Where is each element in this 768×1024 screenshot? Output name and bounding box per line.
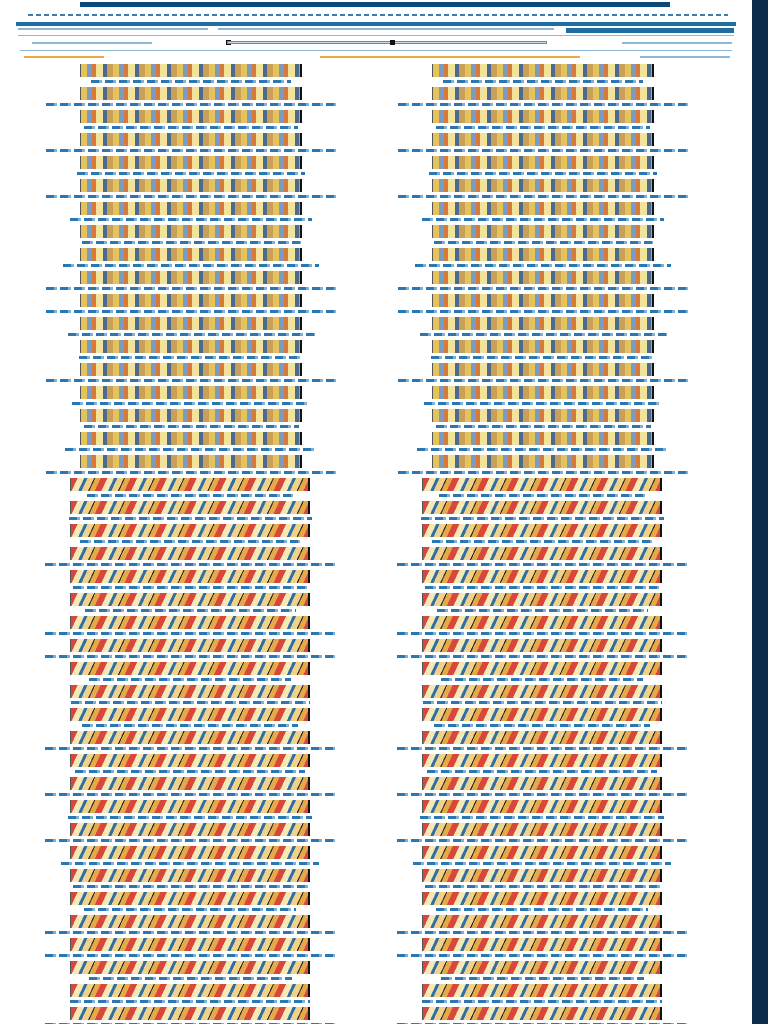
result-card[interactable] <box>410 524 710 547</box>
result-thumbnail[interactable] <box>70 501 310 514</box>
result-card[interactable] <box>410 87 710 110</box>
result-thumbnail[interactable] <box>422 616 662 629</box>
result-card[interactable] <box>50 892 350 915</box>
result-caption[interactable] <box>45 563 335 566</box>
result-caption[interactable] <box>71 701 310 704</box>
result-card[interactable] <box>50 547 350 570</box>
result-thumbnail[interactable] <box>422 685 662 698</box>
result-thumbnail[interactable] <box>80 248 302 261</box>
result-card[interactable] <box>50 225 350 248</box>
result-thumbnail[interactable] <box>70 547 310 560</box>
result-card[interactable] <box>410 248 710 271</box>
result-caption[interactable] <box>89 678 291 681</box>
result-card[interactable] <box>410 294 710 317</box>
filter-chip-middle[interactable] <box>320 56 580 58</box>
result-card[interactable] <box>50 616 350 639</box>
result-thumbnail[interactable] <box>422 823 662 836</box>
result-thumbnail[interactable] <box>80 110 302 123</box>
result-card[interactable] <box>410 754 710 777</box>
search-input[interactable] <box>227 41 547 44</box>
result-card[interactable] <box>410 800 710 823</box>
result-caption[interactable] <box>397 954 687 957</box>
result-caption[interactable] <box>398 379 688 382</box>
filter-chip-left[interactable] <box>24 56 104 58</box>
result-thumbnail[interactable] <box>70 524 310 537</box>
result-card[interactable] <box>50 961 350 984</box>
result-caption[interactable] <box>397 793 687 796</box>
result-caption[interactable] <box>77 172 305 175</box>
result-card[interactable] <box>410 133 710 156</box>
result-caption[interactable] <box>398 195 688 198</box>
result-thumbnail[interactable] <box>432 409 654 422</box>
result-card[interactable] <box>50 823 350 846</box>
result-card[interactable] <box>410 225 710 248</box>
result-caption[interactable] <box>398 471 688 474</box>
result-card[interactable] <box>50 202 350 225</box>
result-thumbnail[interactable] <box>80 87 302 100</box>
result-caption[interactable] <box>45 954 335 957</box>
main-nav-bar[interactable] <box>16 22 736 26</box>
result-card[interactable] <box>50 432 350 455</box>
result-thumbnail[interactable] <box>432 455 654 468</box>
result-caption[interactable] <box>69 517 312 520</box>
result-card[interactable] <box>50 271 350 294</box>
result-card[interactable] <box>410 731 710 754</box>
result-thumbnail[interactable] <box>70 754 310 767</box>
result-caption[interactable] <box>72 402 310 405</box>
result-caption[interactable] <box>422 218 664 221</box>
result-caption[interactable] <box>84 126 298 129</box>
result-caption[interactable] <box>45 655 335 658</box>
result-caption[interactable] <box>443 80 643 83</box>
result-card[interactable] <box>410 915 710 938</box>
result-card[interactable] <box>50 984 350 1007</box>
nav-sub-left[interactable] <box>18 28 208 30</box>
result-card[interactable] <box>410 156 710 179</box>
result-thumbnail[interactable] <box>70 892 310 905</box>
result-thumbnail[interactable] <box>70 570 310 583</box>
result-thumbnail[interactable] <box>422 777 662 790</box>
result-thumbnail[interactable] <box>70 662 310 675</box>
header-divider <box>18 35 734 36</box>
result-thumbnail[interactable] <box>70 938 310 951</box>
result-card[interactable] <box>410 892 710 915</box>
result-caption[interactable] <box>436 126 650 129</box>
result-caption[interactable] <box>424 402 662 405</box>
result-card[interactable] <box>50 1007 350 1024</box>
result-caption[interactable] <box>429 172 657 175</box>
result-thumbnail[interactable] <box>432 294 654 307</box>
result-caption[interactable] <box>420 816 664 819</box>
result-caption[interactable] <box>421 517 664 520</box>
result-caption[interactable] <box>75 770 305 773</box>
result-thumbnail[interactable] <box>70 846 310 859</box>
result-caption[interactable] <box>45 632 335 635</box>
result-caption[interactable] <box>398 103 688 106</box>
site-header <box>0 0 752 62</box>
result-caption[interactable] <box>45 747 335 750</box>
result-caption[interactable] <box>45 931 335 934</box>
result-thumbnail[interactable] <box>432 133 654 146</box>
result-thumbnail[interactable] <box>432 271 654 284</box>
result-caption[interactable] <box>91 80 291 83</box>
result-card[interactable] <box>50 317 350 340</box>
result-caption[interactable] <box>46 379 336 382</box>
result-caption[interactable] <box>73 885 308 888</box>
result-card[interactable] <box>50 363 350 386</box>
result-caption[interactable] <box>46 310 336 313</box>
result-caption[interactable] <box>436 425 651 428</box>
result-card[interactable] <box>50 133 350 156</box>
result-card[interactable] <box>50 87 350 110</box>
result-card[interactable] <box>50 110 350 133</box>
result-thumbnail[interactable] <box>80 225 302 238</box>
result-caption[interactable] <box>432 540 652 543</box>
top-nav-links[interactable] <box>28 14 728 16</box>
result-thumbnail[interactable] <box>70 731 310 744</box>
result-caption[interactable] <box>423 701 662 704</box>
result-thumbnail[interactable] <box>422 800 662 813</box>
result-caption[interactable] <box>422 1000 662 1003</box>
search-options[interactable] <box>622 42 732 44</box>
result-thumbnail[interactable] <box>70 593 310 606</box>
result-card[interactable] <box>50 708 350 731</box>
result-caption[interactable] <box>425 586 659 589</box>
result-caption[interactable] <box>80 540 300 543</box>
result-caption[interactable] <box>84 908 296 911</box>
filter-bar[interactable] <box>20 56 732 62</box>
result-caption[interactable] <box>397 563 687 566</box>
nav-sub-middle[interactable] <box>218 28 554 30</box>
result-caption[interactable] <box>85 609 296 612</box>
result-thumbnail[interactable] <box>432 340 654 353</box>
result-thumbnail[interactable] <box>70 961 310 974</box>
result-caption[interactable] <box>434 724 650 727</box>
result-card[interactable] <box>50 731 350 754</box>
result-card[interactable] <box>410 202 710 225</box>
result-thumbnail[interactable] <box>422 731 662 744</box>
result-card[interactable] <box>410 386 710 409</box>
result-thumbnail[interactable] <box>432 386 654 399</box>
result-thumbnail[interactable] <box>70 616 310 629</box>
result-card[interactable] <box>410 110 710 133</box>
result-thumbnail[interactable] <box>422 662 662 675</box>
result-thumbnail[interactable] <box>70 708 310 721</box>
result-thumbnail[interactable] <box>422 639 662 652</box>
result-caption[interactable] <box>397 655 687 658</box>
result-thumbnail[interactable] <box>432 202 654 215</box>
result-card[interactable] <box>410 409 710 432</box>
result-caption[interactable] <box>441 678 643 681</box>
result-card[interactable] <box>50 754 350 777</box>
result-thumbnail[interactable] <box>432 110 654 123</box>
result-card[interactable] <box>50 800 350 823</box>
result-thumbnail[interactable] <box>80 133 302 146</box>
scrollbar[interactable] <box>752 0 768 1024</box>
result-caption[interactable] <box>397 747 687 750</box>
result-thumbnail[interactable] <box>422 846 662 859</box>
result-thumbnail[interactable] <box>422 961 662 974</box>
result-caption[interactable] <box>73 586 307 589</box>
result-thumbnail[interactable] <box>432 156 654 169</box>
result-thumbnail[interactable] <box>422 869 662 882</box>
result-card[interactable] <box>410 179 710 202</box>
result-card[interactable] <box>410 639 710 662</box>
result-caption[interactable] <box>46 195 336 198</box>
result-thumbnail[interactable] <box>422 984 662 997</box>
result-caption[interactable] <box>65 448 317 451</box>
result-thumbnail[interactable] <box>70 823 310 836</box>
result-card[interactable] <box>410 961 710 984</box>
result-card[interactable] <box>50 938 350 961</box>
result-card[interactable] <box>50 340 350 363</box>
result-caption[interactable] <box>68 333 315 336</box>
header-banner <box>80 2 670 7</box>
result-card[interactable] <box>410 869 710 892</box>
result-caption[interactable] <box>413 862 671 865</box>
result-card[interactable] <box>410 938 710 961</box>
result-caption[interactable] <box>417 448 669 451</box>
result-thumbnail[interactable] <box>422 524 662 537</box>
result-card[interactable] <box>50 593 350 616</box>
result-caption[interactable] <box>46 149 336 152</box>
result-card[interactable] <box>50 455 350 478</box>
result-caption[interactable] <box>415 264 671 267</box>
result-thumbnail[interactable] <box>422 593 662 606</box>
result-card[interactable] <box>50 501 350 524</box>
result-card[interactable] <box>50 777 350 800</box>
menu-icon[interactable] <box>390 40 395 45</box>
result-card[interactable] <box>410 547 710 570</box>
result-card[interactable] <box>50 156 350 179</box>
result-card[interactable] <box>410 984 710 1007</box>
result-thumbnail[interactable] <box>80 340 302 353</box>
result-caption[interactable] <box>437 609 648 612</box>
result-thumbnail[interactable] <box>422 570 662 583</box>
result-card[interactable] <box>410 432 710 455</box>
result-thumbnail[interactable] <box>80 432 302 445</box>
result-card[interactable] <box>50 685 350 708</box>
result-thumbnail[interactable] <box>70 639 310 652</box>
result-thumbnail[interactable] <box>70 685 310 698</box>
result-card[interactable] <box>50 409 350 432</box>
result-thumbnail[interactable] <box>422 547 662 560</box>
result-caption[interactable] <box>397 632 687 635</box>
result-thumbnail[interactable] <box>422 501 662 514</box>
result-caption[interactable] <box>46 287 336 290</box>
result-card[interactable] <box>50 64 350 87</box>
result-caption[interactable] <box>70 218 312 221</box>
result-card[interactable] <box>50 570 350 593</box>
result-card[interactable] <box>410 501 710 524</box>
result-card[interactable] <box>50 294 350 317</box>
result-caption[interactable] <box>397 839 687 842</box>
result-thumbnail[interactable] <box>80 179 302 192</box>
result-thumbnail[interactable] <box>70 869 310 882</box>
result-thumbnail[interactable] <box>80 64 302 77</box>
nav-sub-right[interactable] <box>566 28 734 33</box>
result-thumbnail[interactable] <box>422 478 662 491</box>
result-caption[interactable] <box>441 977 644 980</box>
result-card[interactable] <box>410 593 710 616</box>
result-thumbnail[interactable] <box>422 915 662 928</box>
result-caption[interactable] <box>84 425 299 428</box>
result-thumbnail[interactable] <box>70 777 310 790</box>
result-card[interactable] <box>50 846 350 869</box>
result-card[interactable] <box>50 639 350 662</box>
result-thumbnail[interactable] <box>422 708 662 721</box>
result-thumbnail[interactable] <box>80 386 302 399</box>
result-caption[interactable] <box>434 241 653 244</box>
result-card[interactable] <box>410 271 710 294</box>
result-thumbnail[interactable] <box>432 225 654 238</box>
result-caption[interactable] <box>427 770 657 773</box>
result-thumbnail[interactable] <box>432 317 654 330</box>
result-thumbnail[interactable] <box>80 156 302 169</box>
result-caption[interactable] <box>68 816 312 819</box>
result-caption[interactable] <box>79 356 303 359</box>
result-thumbnail[interactable] <box>432 432 654 445</box>
result-card[interactable] <box>50 869 350 892</box>
result-thumbnail[interactable] <box>80 202 302 215</box>
result-card[interactable] <box>50 248 350 271</box>
result-thumbnail[interactable] <box>432 87 654 100</box>
result-caption[interactable] <box>82 724 298 727</box>
result-thumbnail[interactable] <box>70 915 310 928</box>
result-caption[interactable] <box>87 494 293 497</box>
result-card[interactable] <box>410 317 710 340</box>
result-caption[interactable] <box>89 977 292 980</box>
search-row <box>22 40 732 46</box>
result-caption[interactable] <box>425 885 660 888</box>
result-caption[interactable] <box>397 931 687 934</box>
result-thumbnail[interactable] <box>80 271 302 284</box>
result-caption[interactable] <box>70 1000 310 1003</box>
result-caption[interactable] <box>45 793 335 796</box>
filter-chip-right[interactable] <box>640 56 730 58</box>
result-card[interactable] <box>410 455 710 478</box>
result-caption[interactable] <box>398 310 688 313</box>
result-card[interactable] <box>410 846 710 869</box>
result-thumbnail[interactable] <box>70 800 310 813</box>
result-card[interactable] <box>50 179 350 202</box>
result-card[interactable] <box>410 777 710 800</box>
result-caption[interactable] <box>46 471 336 474</box>
result-caption[interactable] <box>82 241 301 244</box>
result-caption[interactable] <box>398 287 688 290</box>
result-caption[interactable] <box>61 862 319 865</box>
result-thumbnail[interactable] <box>80 363 302 376</box>
header-rule <box>20 50 732 51</box>
result-thumbnail[interactable] <box>422 1007 662 1020</box>
result-thumbnail[interactable] <box>422 754 662 767</box>
result-thumbnail[interactable] <box>80 317 302 330</box>
result-card[interactable] <box>50 386 350 409</box>
search-label <box>32 42 152 44</box>
result-card[interactable] <box>50 915 350 938</box>
result-thumbnail[interactable] <box>432 248 654 261</box>
result-thumbnail[interactable] <box>432 179 654 192</box>
result-thumbnail[interactable] <box>70 478 310 491</box>
result-card[interactable] <box>410 570 710 593</box>
result-thumbnail[interactable] <box>422 892 662 905</box>
result-card[interactable] <box>410 616 710 639</box>
result-caption[interactable] <box>63 264 319 267</box>
result-thumbnail[interactable] <box>70 984 310 997</box>
result-card[interactable] <box>410 478 710 501</box>
result-caption[interactable] <box>439 494 645 497</box>
result-thumbnail[interactable] <box>432 64 654 77</box>
result-caption[interactable] <box>46 103 336 106</box>
result-card[interactable] <box>50 478 350 501</box>
result-thumbnail[interactable] <box>80 455 302 468</box>
result-caption[interactable] <box>436 908 648 911</box>
result-thumbnail[interactable] <box>432 363 654 376</box>
result-card[interactable] <box>410 708 710 731</box>
result-card[interactable] <box>410 363 710 386</box>
result-thumbnail[interactable] <box>80 409 302 422</box>
result-caption[interactable] <box>45 839 335 842</box>
result-card[interactable] <box>50 662 350 685</box>
result-thumbnail[interactable] <box>70 1007 310 1020</box>
result-thumbnail[interactable] <box>80 294 302 307</box>
result-caption[interactable] <box>420 333 667 336</box>
result-card[interactable] <box>410 823 710 846</box>
result-card[interactable] <box>410 662 710 685</box>
result-card[interactable] <box>410 64 710 87</box>
result-card[interactable] <box>410 1007 710 1024</box>
result-card[interactable] <box>410 340 710 363</box>
result-caption[interactable] <box>398 149 688 152</box>
result-caption[interactable] <box>431 356 655 359</box>
result-card[interactable] <box>50 524 350 547</box>
result-thumbnail[interactable] <box>422 938 662 951</box>
result-card[interactable] <box>410 685 710 708</box>
